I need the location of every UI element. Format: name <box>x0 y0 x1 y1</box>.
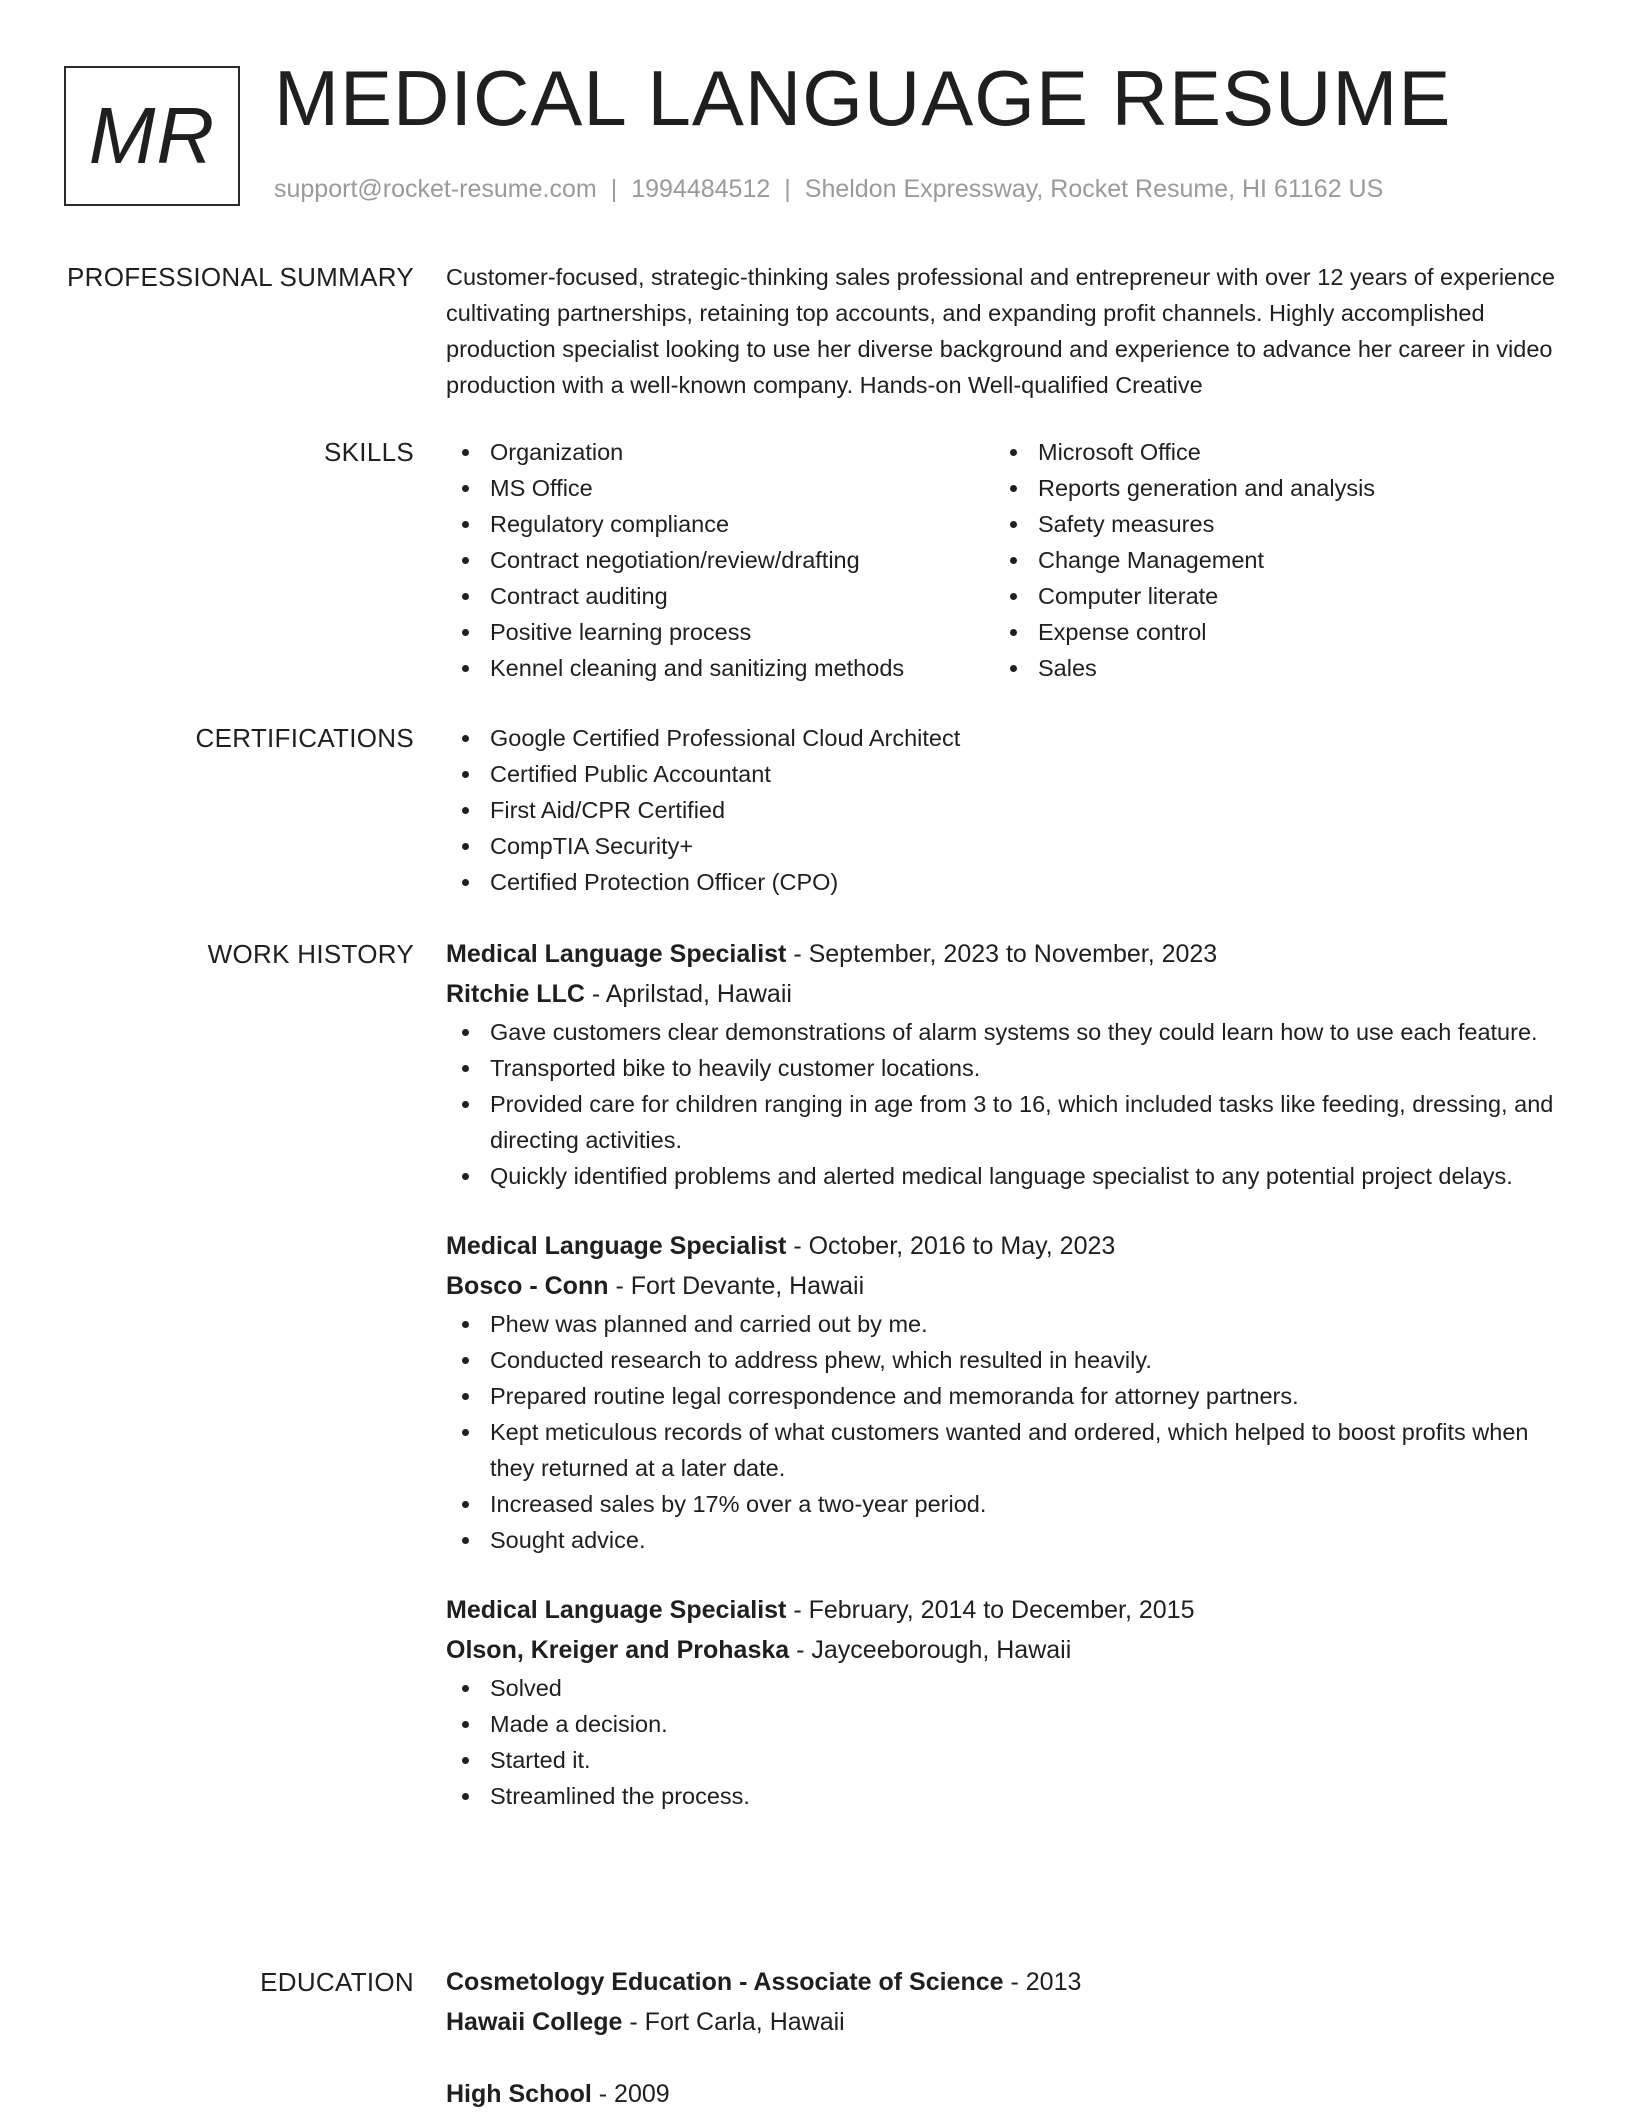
job-title: Medical Language Specialist <box>446 1596 787 1624</box>
monogram-box <box>64 66 240 206</box>
job-title: Medical Language Specialist <box>446 1232 787 1260</box>
skill-item: Microsoft Office <box>994 434 1554 470</box>
section-label-skills: SKILLS <box>324 437 414 467</box>
education-location: - Fort Carla, Hawaii <box>622 2008 845 2036</box>
skill-item: Positive learning process <box>446 614 994 650</box>
contact-separator: | <box>784 175 791 203</box>
job-location: - Fort Devante, Hawaii <box>608 1272 865 1300</box>
job-title-line <box>446 934 1566 974</box>
contact-email: support@rocket-resume.com <box>274 175 597 203</box>
skill-item: Regulatory compliance <box>446 506 994 542</box>
job-bullets <box>446 1670 1566 1814</box>
skill-item: Organization <box>446 434 994 470</box>
job-title-line <box>446 1226 1566 1266</box>
education-entry <box>446 2074 1566 2114</box>
job-bullets <box>446 1306 1566 1558</box>
skills-body <box>446 434 1566 686</box>
certifications-list <box>446 720 1566 900</box>
job-title-line <box>446 1590 1566 1630</box>
summary-body <box>446 259 1566 403</box>
job-company: Olson, Kreiger and Prohaska <box>446 1636 790 1664</box>
education-school: Hawaii College <box>446 2008 623 2036</box>
job-bullet: Sought advice. <box>446 1522 1566 1558</box>
education-year: - 2013 <box>1003 1968 1082 1996</box>
section-label-work: WORK HISTORY <box>207 939 414 969</box>
job-bullet: Kept meticulous records of what customers wanted and ordered, which helped to boost profits when they returned at a later date. <box>446 1414 1566 1486</box>
job-location: - Aprilstad, Hawaii <box>584 980 792 1008</box>
skill-item: MS Office <box>446 470 994 506</box>
certification-item: First Aid/CPR Certified <box>446 792 1566 828</box>
skills-column-2 <box>994 434 1554 686</box>
education-entry <box>446 1962 1566 2042</box>
job-bullet: Increased sales by 17% over a two-year period. <box>446 1486 1566 1522</box>
skill-item: Safety measures <box>994 506 1554 542</box>
job-bullet: Conducted research to address phew, which resulted in heavily. <box>446 1342 1566 1378</box>
job-company-line <box>446 1266 1566 1306</box>
skill-item: Expense control <box>994 614 1554 650</box>
monogram-initials: MR <box>88 91 216 180</box>
job-bullet: Provided care for children ranging in age from 3 to 16, which included tasks like feeding, dressing, and directing activities. <box>446 1086 1566 1158</box>
section-label-certifications: CERTIFICATIONS <box>195 723 414 753</box>
education-degree-line <box>446 1962 1566 2002</box>
job-bullet: Streamlined the process. <box>446 1778 1566 1814</box>
job-entry <box>446 934 1566 1194</box>
job-dates: - October, 2016 to May, 2023 <box>786 1232 1116 1260</box>
contact-address: Sheldon Expressway, Rocket Resume, HI 61162 US <box>804 175 1384 203</box>
skill-item: Computer literate <box>994 578 1554 614</box>
job-company-line <box>446 1630 1566 1670</box>
work-body <box>446 934 1566 1814</box>
skill-item: Change Management <box>994 542 1554 578</box>
skill-item: Sales <box>994 650 1554 686</box>
section-label-education: EDUCATION <box>260 1967 414 1997</box>
job-location: - Jayceeborough, Hawaii <box>789 1636 1072 1664</box>
job-bullet: Prepared routine legal correspondence and memoranda for attorney partners. <box>446 1378 1566 1414</box>
skill-item: Reports generation and analysis <box>994 470 1554 506</box>
education-body <box>446 1962 1566 2114</box>
job-company: Bosco - Conn <box>446 1272 609 1300</box>
job-bullet: Phew was planned and carried out by me. <box>446 1306 1566 1342</box>
skill-item: Contract negotiation/review/drafting <box>446 542 994 578</box>
job-title: Medical Language Specialist <box>446 940 787 968</box>
skill-item: Kennel cleaning and sanitizing methods <box>446 650 994 686</box>
education-school-line <box>446 2002 1566 2042</box>
job-bullet: Transported bike to heavily customer locations. <box>446 1050 1566 1086</box>
resume-title: MEDICAL LANGUAGE RESUME <box>274 54 1452 142</box>
job-bullet: Quickly identified problems and alerted medical language specialist to any potential project delays. <box>446 1158 1566 1194</box>
certification-item: CompTIA Security+ <box>446 828 1566 864</box>
education-year: - 2009 <box>591 2080 670 2108</box>
job-dates: - February, 2014 to December, 2015 <box>786 1596 1195 1624</box>
job-bullet: Solved <box>446 1670 1566 1706</box>
job-bullets <box>446 1014 1566 1194</box>
certification-item: Certified Public Accountant <box>446 756 1566 792</box>
job-bullet: Made a decision. <box>446 1706 1566 1742</box>
education-degree-line <box>446 2074 1566 2114</box>
summary-text: Customer-focused, strategic-thinking sales professional and entrepreneur with over 12 years of experience cultivating partnerships, retaining top accounts, and expanding profit channels. Highly accomplished production specialist looking to use her diverse background and experience to advance her career in video production with a well-known company. Hands-on Well-qualified Creative <box>446 264 1555 398</box>
section-label-summary: PROFESSIONAL SUMMARY <box>67 262 414 292</box>
job-bullet: Gave customers clear demonstrations of alarm systems so they could learn how to use each feature. <box>446 1014 1566 1050</box>
job-bullet: Started it. <box>446 1742 1566 1778</box>
contact-phone: 1994484512 <box>631 175 771 203</box>
skills-column-1 <box>446 434 994 686</box>
certifications-body <box>446 720 1566 900</box>
certification-item: Certified Protection Officer (CPO) <box>446 864 1566 900</box>
job-entry <box>446 1590 1566 1814</box>
education-degree: Cosmetology Education - Associate of Science <box>446 1968 1004 1996</box>
certification-item: Google Certified Professional Cloud Architect <box>446 720 1566 756</box>
skill-item: Contract auditing <box>446 578 994 614</box>
contact-line <box>274 175 1383 204</box>
contact-separator: | <box>610 175 618 203</box>
education-degree: High School <box>446 2080 592 2108</box>
job-entry <box>446 1226 1566 1558</box>
job-company-line <box>446 974 1566 1014</box>
job-dates: - September, 2023 to November, 2023 <box>786 940 1218 968</box>
job-company: Ritchie LLC <box>446 980 585 1008</box>
